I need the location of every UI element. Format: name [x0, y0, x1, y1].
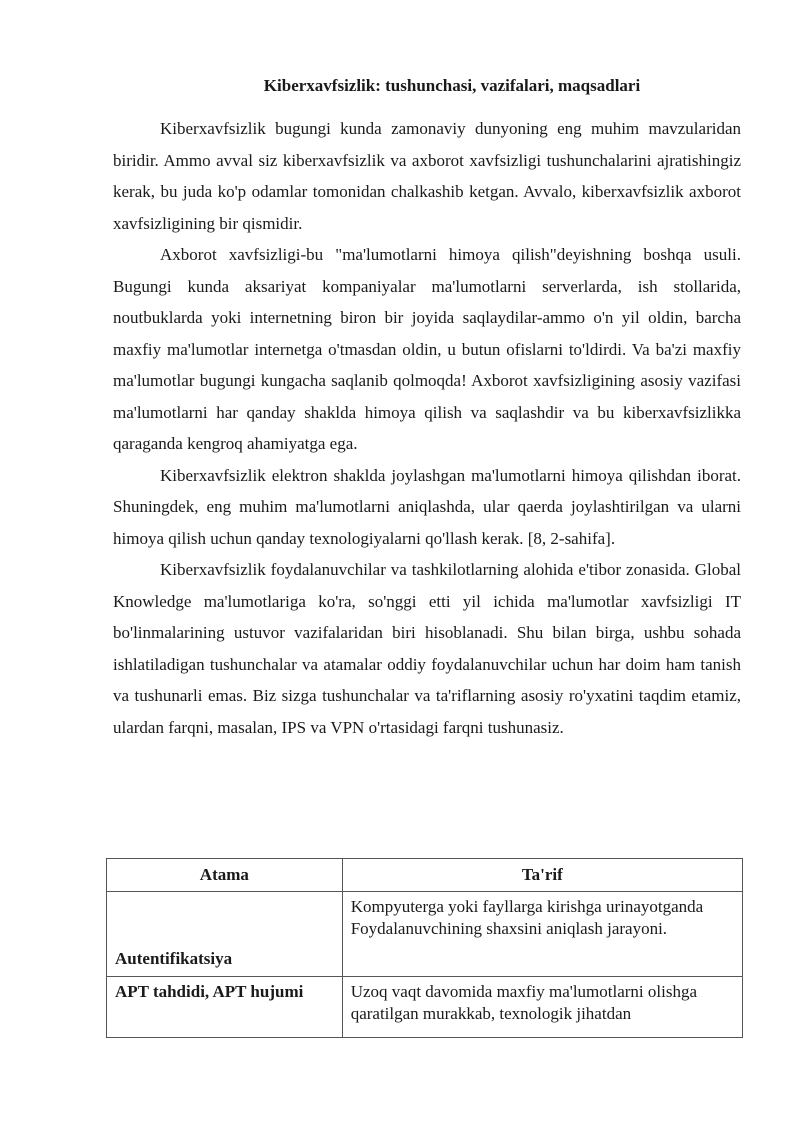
terms-table — [106, 858, 743, 1038]
table-cell-definition: Kompyuterga yoki fayllarga kirishga urinayotganda Foydalanuvchining shaxsini aniqlash jarayoni. — [342, 892, 742, 977]
table-cell-definition: Uzoq vaqt davomida maxfiy ma'lumotlarni olishga qaratilgan murakkab, texnologik jihatdan — [342, 977, 742, 1038]
paragraph-3: Kiberxavfsizlik elektron shaklda joylashgan ma'lumotlarni himoya qilishdan iborat. Shuningdek, eng muhim ma'lumotlarni aniqlashda, ular qaerda joylashtirilgan va ularni himoya qilish uchun qanday texnologiyalarni qo'llash kerak. [8, 2-sahifa]. — [113, 465, 741, 548]
paragraph-4: Kiberxavfsizlik foydalanuvchilar va tashkilotlarning alohida e'tibor zonasida. Global Knowledge ma'lumotlariga ko'ra, so'nggi etti yil ichida ma'lumotlar xavfsizligi IT bo'linmalarining ustuvor vazifalaridan biri hisoblanadi. Shu bilan birga, ushbu sohada ishlatiladigan tushunchalar va atamalar oddiy foydalanuvchilar uchun har doim ham tanish va tushunarli emas. Biz sizga tushunchalar va ta'riflarning asosiy ro'yxatini taqdim etamiz, ulardan farqni, masalan, IPS va VPN o'rtasidagi farqni tushunasiz. — [113, 560, 741, 737]
table-row — [107, 892, 743, 977]
table-header-definition: Ta'rif — [342, 859, 742, 892]
table-header-row — [107, 859, 743, 892]
table-cell-term: APT tahdidi, APT hujumi — [107, 977, 343, 1038]
document-body — [113, 113, 741, 743]
table-cell-term: Autentifikatsiya — [107, 892, 343, 977]
table-header-term: Atama — [107, 859, 343, 892]
table-row — [107, 977, 743, 1038]
paragraph-1: Kiberxavfsizlik bugungi kunda zamonaviy dunyoning eng muhim mavzularidan biridir. Ammo avval siz kiberxavfsizlik va axborot xavfsizligi tushunchalarini ajratishingiz kerak, bu juda ko'p odamlar tomonidan chalkashib ketgan. Avvalo, kiberxavfsizlik axborot xavfsizligining bir qismidir. — [113, 119, 741, 233]
paragraph-2: Axborot xavfsizligi-bu "ma'lumotlarni himoya qilish"deyishning boshqa usuli. Bugungi kunda aksariyat kompaniyalar ma'lumotlarni serverlarda, ish stollarida, noutbuklarda yoki internetning biron bir joyida saqlaydilar-ammo o'n yil oldin, barcha maxfiy ma'lumotlar internetga o'tmasdan oldin, u butun ofislarni to'ldirdi. Va ba'zi maxfiy ma'lumotlar bugungi kungacha saqlanib qolmoqda! Axborot xavfsizligining asosiy vazifasi ma'lumotlarni har qanday shaklda himoya qilish va saqlashdir va bu kiberxavfsizlikka qaraganda kengroq ahamiyatga ega. — [113, 245, 741, 453]
document-title: Kiberxavfsizlik: tushunchasi, vazifalari, maqsadlari — [263, 76, 641, 95]
